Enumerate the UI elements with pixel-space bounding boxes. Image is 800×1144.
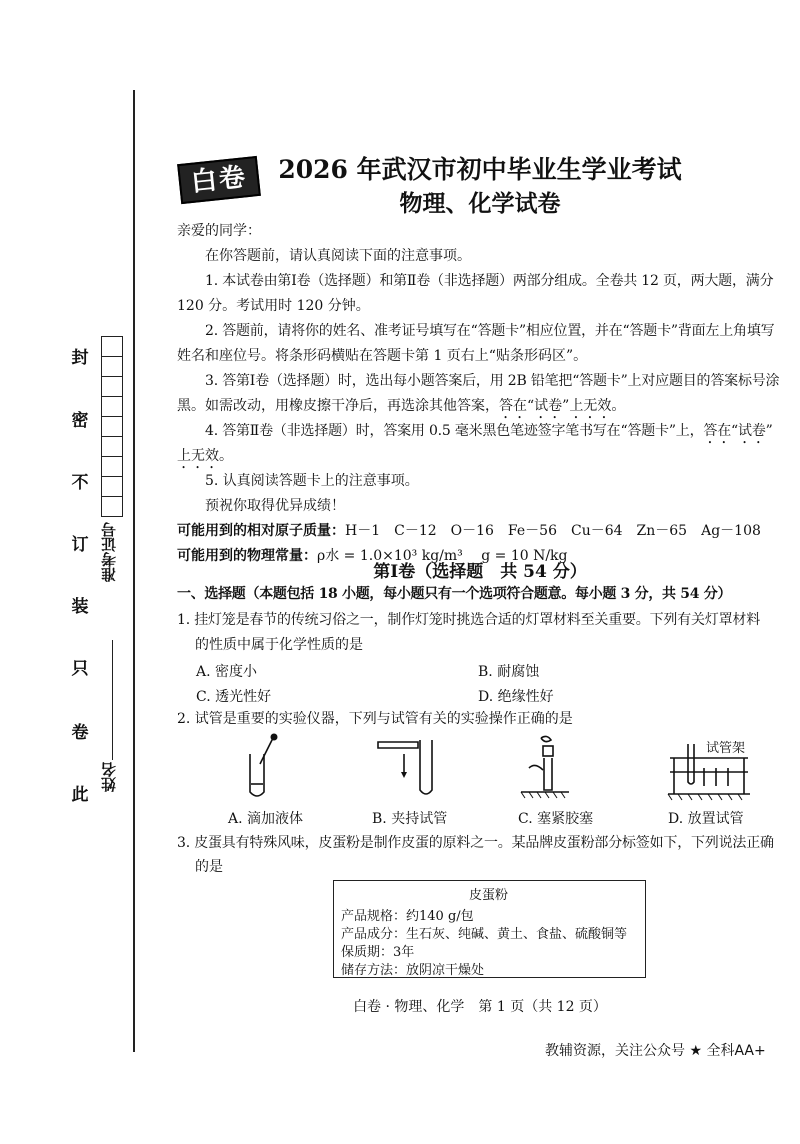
product-label-title: 皮蛋粉 [468, 888, 508, 903]
notice-item-5: 5. 认真阅读答题卡上的注意事项。 [205, 473, 419, 489]
notice-item-4a [205, 420, 773, 447]
product-label-ingredients: 产品成分：生石灰、纯碱、黄土、食盐、硫酸铜等 [341, 927, 628, 942]
q1-option-c: C. 透光性好 [196, 689, 272, 705]
q2-caption-b: B. 夹持试管 [372, 811, 448, 827]
atomic-mass-values: H－1 C－12 O－16 Fe－56 Cu－64 Zn－65 Ag－108 [345, 523, 761, 539]
physical-constants-label: 可能用到的物理常量： [177, 548, 317, 564]
notice-item-3a: 3. 答第Ⅰ卷（选择题）时，选出每小题答案后，用 2B 铅笔把“答题卡”上对应题目的答案标号涂 [205, 373, 780, 389]
product-label-shelf-life: 保质期：3年 [341, 945, 415, 960]
q3-stem-b: 的是 [195, 859, 223, 875]
exam-id-boxes[interactable] [101, 336, 123, 517]
notice-item-1b: 120 分。考试用时 120 分钟。 [177, 298, 370, 314]
notice-item-3b-text: 黑。如需改动，用橡皮擦干净后，再选涂其他答案， [177, 398, 499, 414]
product-label-storage: 储存方法：放阴凉干燥处 [341, 963, 485, 978]
stopper-icon [543, 746, 553, 756]
tube-holder-icon [378, 742, 418, 748]
q1-option-a: A. 密度小 [196, 664, 258, 680]
notice-intro: 在你答题前，请认真阅读下面的注意事项。 [205, 248, 471, 264]
q2-figure-c [515, 732, 575, 802]
notice-item-3b-end: 。 [611, 398, 626, 414]
section-title: 第Ⅰ卷（选择题 共 54 分） [373, 562, 587, 582]
part-instructions: 一、选择题（本题包括 18 小题，每小题只有一个选项符合题意。每小题 3 分，共 54 分） [177, 586, 732, 602]
atomic-mass-line [177, 520, 761, 542]
wish-text: 预祝你取得优异成绩！ [205, 498, 345, 514]
notice-item-4b-end: 。 [219, 448, 233, 464]
notice-item-4b-emphasis: 上无效 [177, 448, 219, 464]
q3-stem-a: 3. 皮蛋具有特殊风味，皮蛋粉是制作皮蛋的原料之一。某品牌皮蛋粉部分标签如下，下列说法正确 [177, 835, 774, 851]
q2-figure-b [374, 730, 444, 800]
seal-char-zhuang: 装 [71, 597, 89, 617]
notice-item-4a-emphasis: 答在“试卷” [703, 423, 773, 439]
notice-item-4a-text: 4. 答第Ⅱ卷（非选择题）时，答案用 0.5 毫米黑色笔迹签字笔书写在“答题卡”上， [205, 423, 704, 439]
seal-char-juan: 卷 [71, 723, 89, 743]
seal-char-bu: 不 [71, 473, 89, 493]
notice-item-4b [177, 445, 233, 472]
white-paper-badge: 白卷 [177, 156, 261, 204]
q1-stem-b: 的性质中属于化学性质的是 [195, 637, 363, 653]
q2-figure-a [240, 732, 290, 802]
test-tube-icon [544, 758, 552, 790]
seal-char-mi: 密 [71, 411, 89, 431]
name-label: 姓名 [100, 762, 118, 792]
exam-id-label: 准考证号 [100, 522, 118, 582]
test-tube-icon [420, 740, 432, 794]
seal-char-ding: 订 [71, 535, 89, 555]
q1-option-d: D. 绝缘性好 [478, 689, 554, 705]
notice-item-1a: 1. 本试卷由第Ⅰ卷（选择题）和第Ⅱ卷（非选择题）两部分组成。全卷共 12 页，两大题，满分 [205, 273, 774, 289]
test-tube-icon [688, 744, 694, 784]
q2-caption-c: C. 塞紧胶塞 [518, 811, 594, 827]
notice-item-2b: 姓名和座位号。将条形码横贴在答题卡第 1 页右上“贴条形码区”。 [177, 348, 588, 364]
exam-title: 2026 年武汉市初中毕业生学业考试 [278, 155, 682, 184]
hand-icon [541, 736, 551, 741]
page-footer: 白卷 · 物理、化学 第 1 页（共 12 页） [353, 999, 607, 1015]
notice-item-3b-emphasis: 答在“试卷”上无效 [499, 398, 612, 414]
product-label-spec: 产品规格：约140 g/包 [341, 909, 474, 924]
greeting: 亲爱的同学： [177, 223, 261, 239]
atomic-mass-label: 可能用到的相对原子质量： [177, 523, 345, 539]
q1-option-b: B. 耐腐蚀 [478, 664, 540, 680]
seal-char-feng: 封 [71, 348, 89, 368]
q2-caption-a: A. 滴加液体 [228, 811, 304, 827]
notice-item-3b [177, 395, 625, 422]
notice-item-2a: 2. 答题前，请将你的姓名、准考证号填写在“答题卡”相应位置，并在“答题卡”背面左上角填写 [205, 323, 775, 339]
physical-constants-values: ρ水 = 1.0×10³ kg/m³ g = 10 N/kg [317, 548, 568, 564]
dropper-icon [260, 736, 274, 764]
watermark-text: 教辅资源，关注公众号 ★ 全科AA+ [545, 1043, 766, 1059]
seal-char-ci: 此 [71, 785, 89, 805]
q2-stem: 2. 试管是重要的实验仪器，下列与试管有关的实验操作正确的是 [177, 711, 573, 727]
q1-stem-a: 1. 挂灯笼是春节的传统习俗之一，制作灯笼时挑选合适的灯罩材料至关重要。下列有关灯罩材料 [177, 612, 761, 628]
binding-line [133, 90, 135, 1052]
rack-label: 试管架 [706, 741, 746, 756]
exam-subtitle: 物理、化学试卷 [399, 190, 561, 217]
seal-char-zhi: 只 [71, 659, 89, 679]
name-line[interactable] [112, 640, 113, 760]
q2-caption-d: D. 放置试管 [668, 811, 744, 827]
